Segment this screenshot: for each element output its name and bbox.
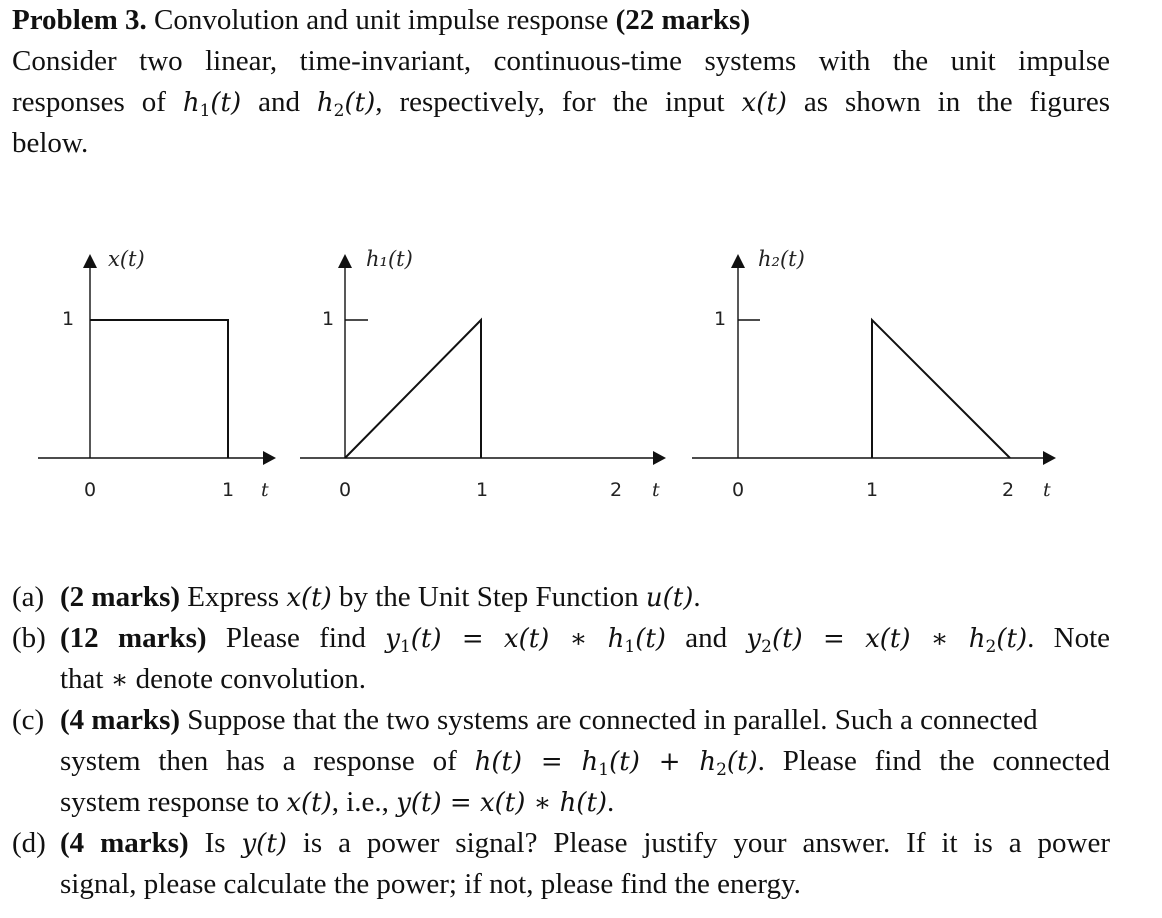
part-c-line-1: (c) (4 marks) Suppose that the two systems are connected in parallel. Such a connected [12,700,1038,741]
fig2-xvar: t [652,479,660,501]
intro-line-2: responses of $h_1(t)$ and $h_2(t)$, respectively, for the input x(t) as shown in the figures [12,86,1111,121]
part-c-line-3: system response to x(t), i.e., y(t) = x(t) ∗ h(t). [60,786,615,818]
fig2-xtick-1: 1 [476,479,489,501]
figure-h1 [300,247,666,501]
h2-symbol: $h_2(t)$ [316,88,376,121]
part-a: (a) (2 marks) Express x(t) by the Unit Step Function u(t). [12,577,701,619]
fig3-ytick-1: 1 [714,308,727,330]
figure-x [38,247,276,501]
fig1-ytick-1: 1 [62,308,75,330]
part-c-line-2: system then has a response of $h(t) = h_1(t) + h_2(t)$. Please find the connected [60,745,1110,780]
y-axis-arrow [338,254,352,268]
fig1-xtick-0: 0 [84,479,97,501]
problem-marks: (22 marks) [615,4,751,36]
fig2-xtick-2: 2 [610,479,623,501]
x-signal-pulse [90,320,228,458]
fig2-xtick-0: 0 [339,479,352,501]
part-b-label: (b) [12,622,46,654]
part-a-marks: (2 marks) [60,581,181,613]
h-sum-eq: $h(t) = h_1(t) + h_2(t)$ [474,747,758,780]
part-b-line-2: that ∗ denote convolution. [60,663,367,695]
part-b-line-1: (b) (12 marks) Please find $y_1(t) = x(t)$ ∗ $h_1(t)$ and $y_2(t) = x(t)$ ∗ $h_2(t)$. Note [12,618,1110,668]
intro-line-1: Consider two linear, time-invariant, continuous-time systems with the unit impulse [12,45,1110,77]
fig3-xvar: t [1043,479,1051,501]
problem-label: Problem 3. [12,4,147,36]
part-a-label: (a) [12,581,45,613]
x-axis-arrow [263,451,276,465]
part-d-line-1: (d) (4 marks) Is y(t) is a power signal? Please justify your answer. If it is a power [12,823,1110,865]
fig3-title: h₂(t) [758,247,805,271]
fig1-xvar: t [261,479,269,501]
y2-eq: $y_2(t) = x(t)$ ∗ $h_2(t)$ [746,624,1028,657]
y1-eq: $y_1(t) = x(t)$ ∗ $h_1(t)$ [385,624,666,657]
problem-title: Convolution and unit impulse response [154,4,609,36]
part-d-marks: (4 marks) [60,827,189,859]
y-axis-arrow [731,254,745,268]
part-d-label: (d) [12,827,46,859]
x-axis-arrow [653,451,666,465]
x-symbol: x(t) [741,88,787,118]
h1-signal-ramp [345,320,481,458]
fig1-xtick-1: 1 [222,479,235,501]
fig3-xtick-0: 0 [732,479,745,501]
fig1-title: x(t) [108,247,145,271]
y-axis-arrow [83,254,97,268]
part-c-marks: (4 marks) [60,704,181,736]
h2-signal-triangle [872,320,1010,458]
part-d-line-2: signal, please calculate the power; if not, please find the energy. [60,868,801,900]
intro-line-3: below. [12,127,89,159]
x-axis-arrow [1043,451,1056,465]
part-b-marks: (12 marks) [60,622,207,654]
part-c-label: (c) [12,704,45,736]
figure-h2 [692,247,1056,501]
fig3-xtick-1: 1 [866,479,879,501]
fig2-title: h₁(t) [366,247,413,271]
y-conv-eq: y(t) = x(t) ∗ h(t) [396,788,608,818]
fig3-xtick-2: 2 [1002,479,1015,501]
fig2-ytick-1: 1 [322,308,335,330]
h1-symbol: $h_1(t)$ [182,88,242,121]
